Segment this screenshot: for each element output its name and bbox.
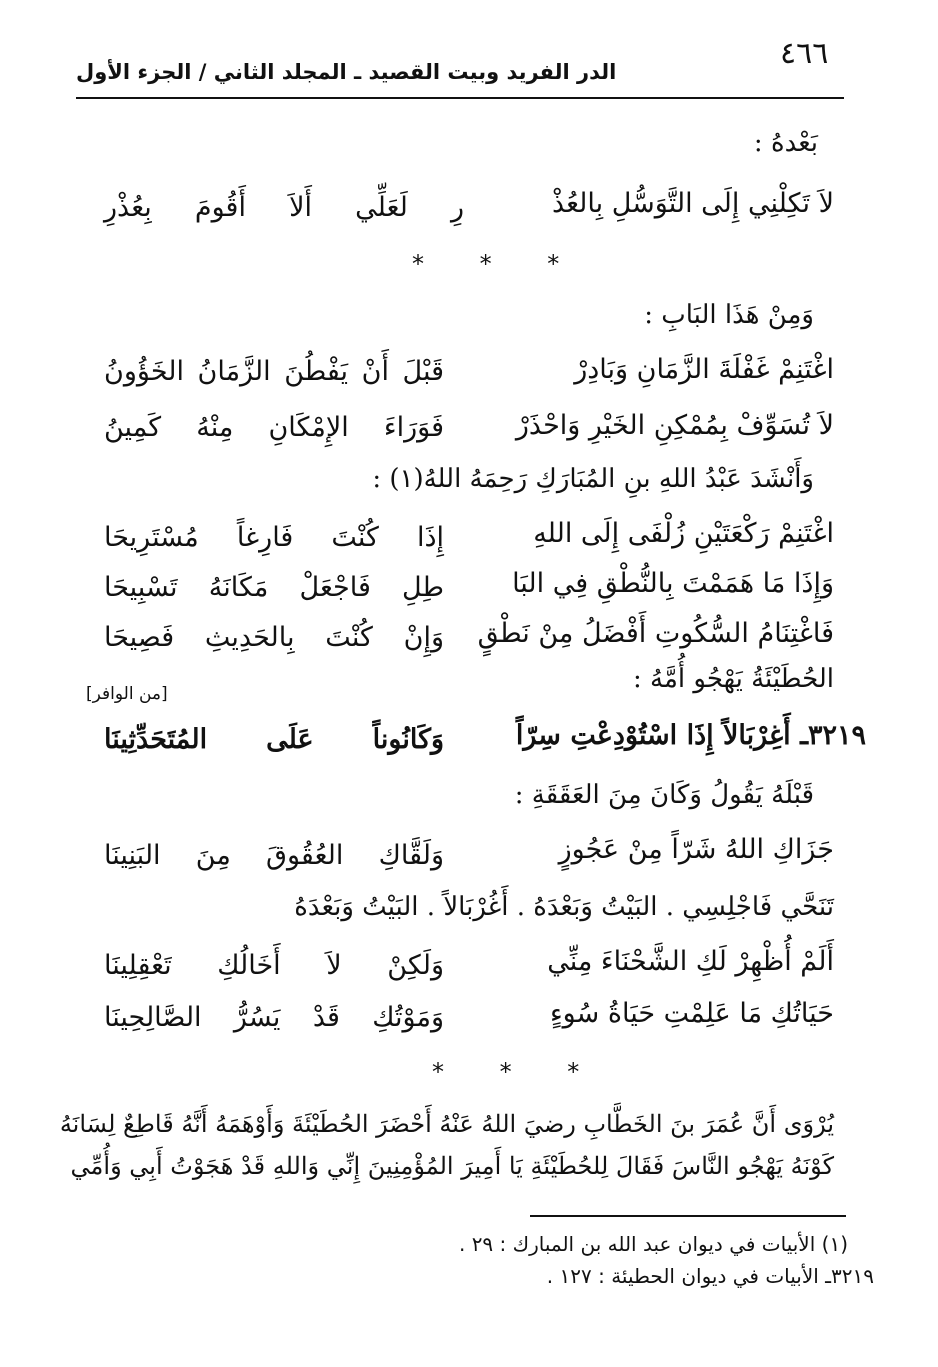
- verse-jazak-right: جَزَاكِ اللهُ شَرّاً مِنْ عَجُوزٍ: [558, 834, 834, 865]
- intro-mubarak: وَأَنْشَدَ عَبْدُ اللهِ بنِ المُبَارَكِ رَحِمَهُ اللهُ(١) :: [372, 464, 814, 494]
- footnote-1: (١) الأبيات في ديوان عبد الله بن المبارك : ٢٩ .: [458, 1232, 848, 1256]
- verse-bab-1-right: اغْتَنِمْ غَفْلَةَ الزَّمَانِ وَبَادِرْ: [574, 354, 834, 385]
- footnote-rule: [530, 1215, 846, 1217]
- prose-line-1: يُرْوَى أَنَّ عُمَرَ بنَ الخَطَّابِ رضيَ اللهُ عَنْهُ أَحْضَرَ الحُطَيْئَةَ وَأَوْهَمَهُ أَنَّهُ قَاطِعٌ لِسَانَهُ: [59, 1110, 834, 1138]
- intro-before: قَبْلَهُ يَقُولُ وَكَانَ مِنَ العَقَقَةِ :: [514, 780, 814, 810]
- verse-jazak-left: وَلَقَّاكِ العُقُوقَ مِنَ البَنِينَا: [104, 840, 444, 871]
- intro-bab: وَمِنْ هَذَا البَابِ :: [644, 300, 814, 330]
- verse-bab-2-left: فَوَرَاءَ الإِمْكَانِ مِنْهُ كَمِينُ: [104, 412, 444, 443]
- section-separator-2: * * *: [432, 1058, 604, 1086]
- verse1-hemistich-left: رِ لَعَلِّي أَلاَ أَقُومَ بِعُذْرِ: [104, 192, 464, 223]
- running-title: الدر الفريد وبيت القصيد ـ المجلد الثاني / الجزء الأول: [76, 60, 617, 84]
- verse-bab-1-left: قَبْلَ أَنْ يَفْطُنَ الزَّمَانُ الخَؤُونُ: [104, 356, 444, 387]
- verse-final-1-right: أَلَمْ أُظْهِرْ لَكِ الشَّحْنَاءَ مِنِّي: [547, 946, 834, 977]
- verse-final-1-left: وَلَكِنْ لاَ أَخَالُكِ تَعْقِلِينَا: [104, 950, 444, 981]
- intro-after: بَعْدهُ :: [753, 128, 818, 158]
- verse-mubarak-2-left: طِلِ فَاجْعَلْ مَكَانَهُ تَسْبِيحَا: [104, 572, 444, 603]
- verse-mubarak-1-right: اغْتَنِمْ رَكْعَتَيْنِ زُلْفَى إِلَى اللهِ: [533, 518, 834, 549]
- intro-hutayah: الحُطَيْئَةُ يَهْجُو أُمَّهُ :: [633, 664, 834, 694]
- verse-bab-2-right: لاَ تُسَوِّفْ بِمُمْكِنِ الخَيْرِ وَاحْذَرْ: [515, 410, 834, 441]
- verse-mubarak-1-left: إِذَا كُنْتَ فَارِغاً مُسْتَرِيحَا: [104, 522, 444, 553]
- verse-3219-left: وَكَانُوناً عَلَى المُتَحَدِّثِينَا: [104, 724, 444, 755]
- verse1-hemistich-right: لاَ تَكِلْنِي إِلَى التَّوَسُّلِ بِالعُذْ: [551, 188, 834, 219]
- verse-mubarak-2-right: وَإِذَا مَا هَمَمْتَ بِالنُّطْقِ فِي البَا: [512, 568, 834, 599]
- line-tanahhi: تَنَحَّي فَاجْلِسِي . البَيْتُ وَبَعْدَهُ . أَغُرْبَالاً . البَيْتُ وَبَعْدَهُ: [294, 892, 834, 922]
- verse-mubarak-3-right: فَاغْتِنَامُ السُّكُوتِ أَفْضَلُ مِنْ نَطْقٍ: [477, 618, 834, 649]
- prose-line-2: كَوْنَهُ يَهْجُو النَّاسَ فَقَالَ لِلحُطَيْئَةِ يَا أَمِيرَ المُؤْمِنِينَ إِنِّي وَاللهِ قَدْ هَجَوْتُ أَبِي وَأُمِّي: [70, 1152, 834, 1180]
- verse-final-2-left: وَمَوْتُكِ قَدْ يَسُرُّ الصَّالِحِينَا: [104, 1002, 444, 1033]
- section-separator: * * *: [412, 250, 584, 278]
- page-number: ٤٦٦: [780, 36, 829, 71]
- verse-3219-right: ٣٢١٩ـ أَغِرْبَالاً إِذَا اسْتُوْدِعْتِ سِرّاً: [515, 720, 866, 751]
- verse-final-2-right: حَيَاتُكِ مَا عَلِمْتِ حَيَاةُ سُوءٍ: [549, 998, 834, 1029]
- meter-tag: [من الوافر]: [86, 684, 168, 704]
- footnote-3219: ٣٢١٩ـ الأبيات في ديوان الحطيئة : ١٢٧ .: [546, 1264, 874, 1288]
- header-rule: [76, 97, 844, 99]
- verse-mubarak-3-left: وَإِنْ كُنْتَ بِالحَدِيثِ فَصِيحَا: [104, 622, 444, 653]
